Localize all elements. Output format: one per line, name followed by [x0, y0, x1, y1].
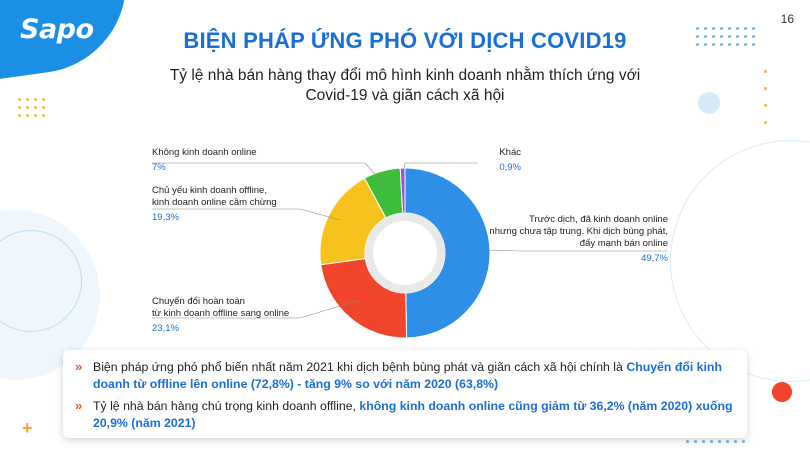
- note-2: [93, 398, 733, 432]
- slice-label-truoc-line2: nhưng chưa tập trung. Khi dịch bùng phát,: [489, 226, 668, 237]
- page-title: BIỆN PHÁP ỨNG PHÓ VỚI DỊCH COVID19: [183, 28, 627, 53]
- slice-label-truoc-line1: Trước dịch, đã kinh doanh online: [529, 214, 668, 225]
- slice-label-truoc: [489, 214, 668, 265]
- slice-label-khac-value: 0,9%: [499, 162, 521, 173]
- page-number: 16: [780, 12, 794, 26]
- slice-label-chuyeu-value: 19,3%: [152, 212, 179, 223]
- chart-subtitle: Tỷ lệ nhà bán hàng thay đổi mô hình kinh doanh nhằm thích ứng với Covid-19 và giãn cách xã hội: [169, 67, 641, 104]
- slice-label-khong: [152, 147, 257, 174]
- note-1: [93, 359, 733, 393]
- logo[interactable]: Sapo: [20, 14, 94, 45]
- donut-hole: [373, 221, 437, 285]
- slice-label-chuyendoi: [152, 296, 289, 335]
- slice-label-chuyendoi-value: 23,1%: [152, 323, 179, 334]
- slice-label-khong-text: Không kinh doanh online: [152, 147, 257, 158]
- slice-label-truoc-value: 49,7%: [641, 253, 668, 264]
- note-1-highlight: Chuyển đổi kinh doanh từ offline lên online (72,8%) - tăng 9% so với năm 2020 (63,8%): [93, 360, 722, 391]
- notes-box: [63, 350, 747, 438]
- slice-label-chuyeu-line2: kinh doanh online cầm chừng: [152, 197, 277, 208]
- note-2-highlight: không kinh doanh online cũng giảm từ 36,2% (năm 2020) xuống 20,9% (năm 2021): [93, 399, 733, 430]
- double-chevron-icon: »: [75, 398, 83, 413]
- note-2-text: Tỷ lệ nhà bán hàng chú trọng kinh doanh offline,: [93, 399, 360, 413]
- slice-label-chuyendoi-line1: Chuyển đổi hoàn toàn: [152, 296, 245, 307]
- slice-label-khong-value: 7%: [152, 162, 166, 173]
- slice-label-khac: [499, 147, 521, 174]
- slice-label-chuyeu: [152, 185, 277, 224]
- slice-label-chuyeu-line1: Chủ yếu kinh doanh offline,: [152, 185, 267, 196]
- slice-label-truoc-line3: đẩy mạnh bán online: [579, 238, 668, 249]
- plus-icon: +: [22, 418, 33, 438]
- note-1-text: Biện pháp ứng phó phổ biến nhất năm 2021 khi dịch bệnh bùng phát và giãn cách xã hội chính là: [93, 360, 627, 374]
- slice-label-khac-text: Khác: [499, 147, 521, 158]
- double-chevron-icon: »: [75, 359, 83, 374]
- slice-label-chuyendoi-line2: từ kinh doanh offline sang online: [152, 308, 290, 319]
